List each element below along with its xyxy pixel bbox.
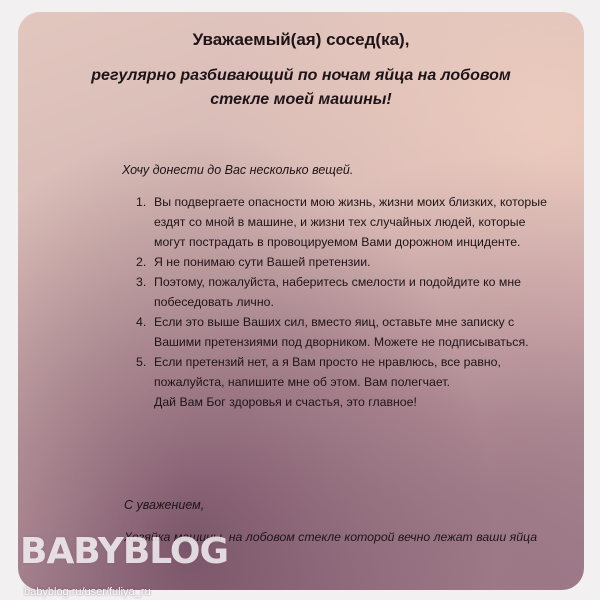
letter-heading: Уважаемый(ая) сосед(ка), (192, 30, 410, 49)
list-item-number: 4. (136, 315, 147, 329)
photo-frame (18, 12, 584, 598)
closing-wish: Дай Вам Бог здоровья и счастья, это главное! (154, 395, 417, 409)
letter-paper (18, 12, 584, 590)
watermark-credit: babyblog.ru/user/fuliya_ru (24, 586, 151, 598)
list-item-number: 3. (136, 275, 147, 289)
letter-subheading: регулярно разбивающий по ночам яйца на лобовом стекле моей машины! (91, 67, 511, 108)
list-item-number: 1. (136, 195, 147, 209)
list-item-number: 2. (136, 255, 147, 269)
list-item-text: Если претензий нет, а я Вам просто не нравлюсь, все равно, пожалуйста, напишите мне об этом. Вам полегчает. (154, 355, 501, 389)
list-item (136, 192, 556, 252)
babyblog-logo: BABYBLOG (20, 531, 229, 572)
list-item (136, 272, 556, 312)
letter-intro: Хочу донести до Вас несколько вещей. (122, 163, 354, 177)
list-item (136, 352, 556, 412)
letter-signature: Хозяйка машины, на лобовом стекле которой вечно лежат ваши яйца (124, 530, 538, 544)
list-item-number: 5. (136, 355, 147, 369)
letter-regards: С уважением, (124, 498, 205, 512)
list-item (136, 312, 556, 352)
list-item-text: Я не понимаю сути Вашей претензии. (154, 255, 371, 269)
list-item-text: Вы подвергаете опасности мою жизнь, жизни моих близких, которые ездят со мной в машине, и жизни тех случайных людей, которые могут пострадать в провоцируемом Вами дорожном инциденте. (154, 195, 547, 249)
list-item-text: Если это выше Ваших сил, вместо яиц, оставьте мне записку с Вашими претензиями под дворником. Можете не подписываться. (154, 315, 529, 349)
letter-list (136, 192, 556, 412)
list-item (136, 252, 556, 272)
list-item-text: Поэтому, пожалуйста, наберитесь смелости и подойдите ко мне побеседовать лично. (154, 275, 521, 309)
